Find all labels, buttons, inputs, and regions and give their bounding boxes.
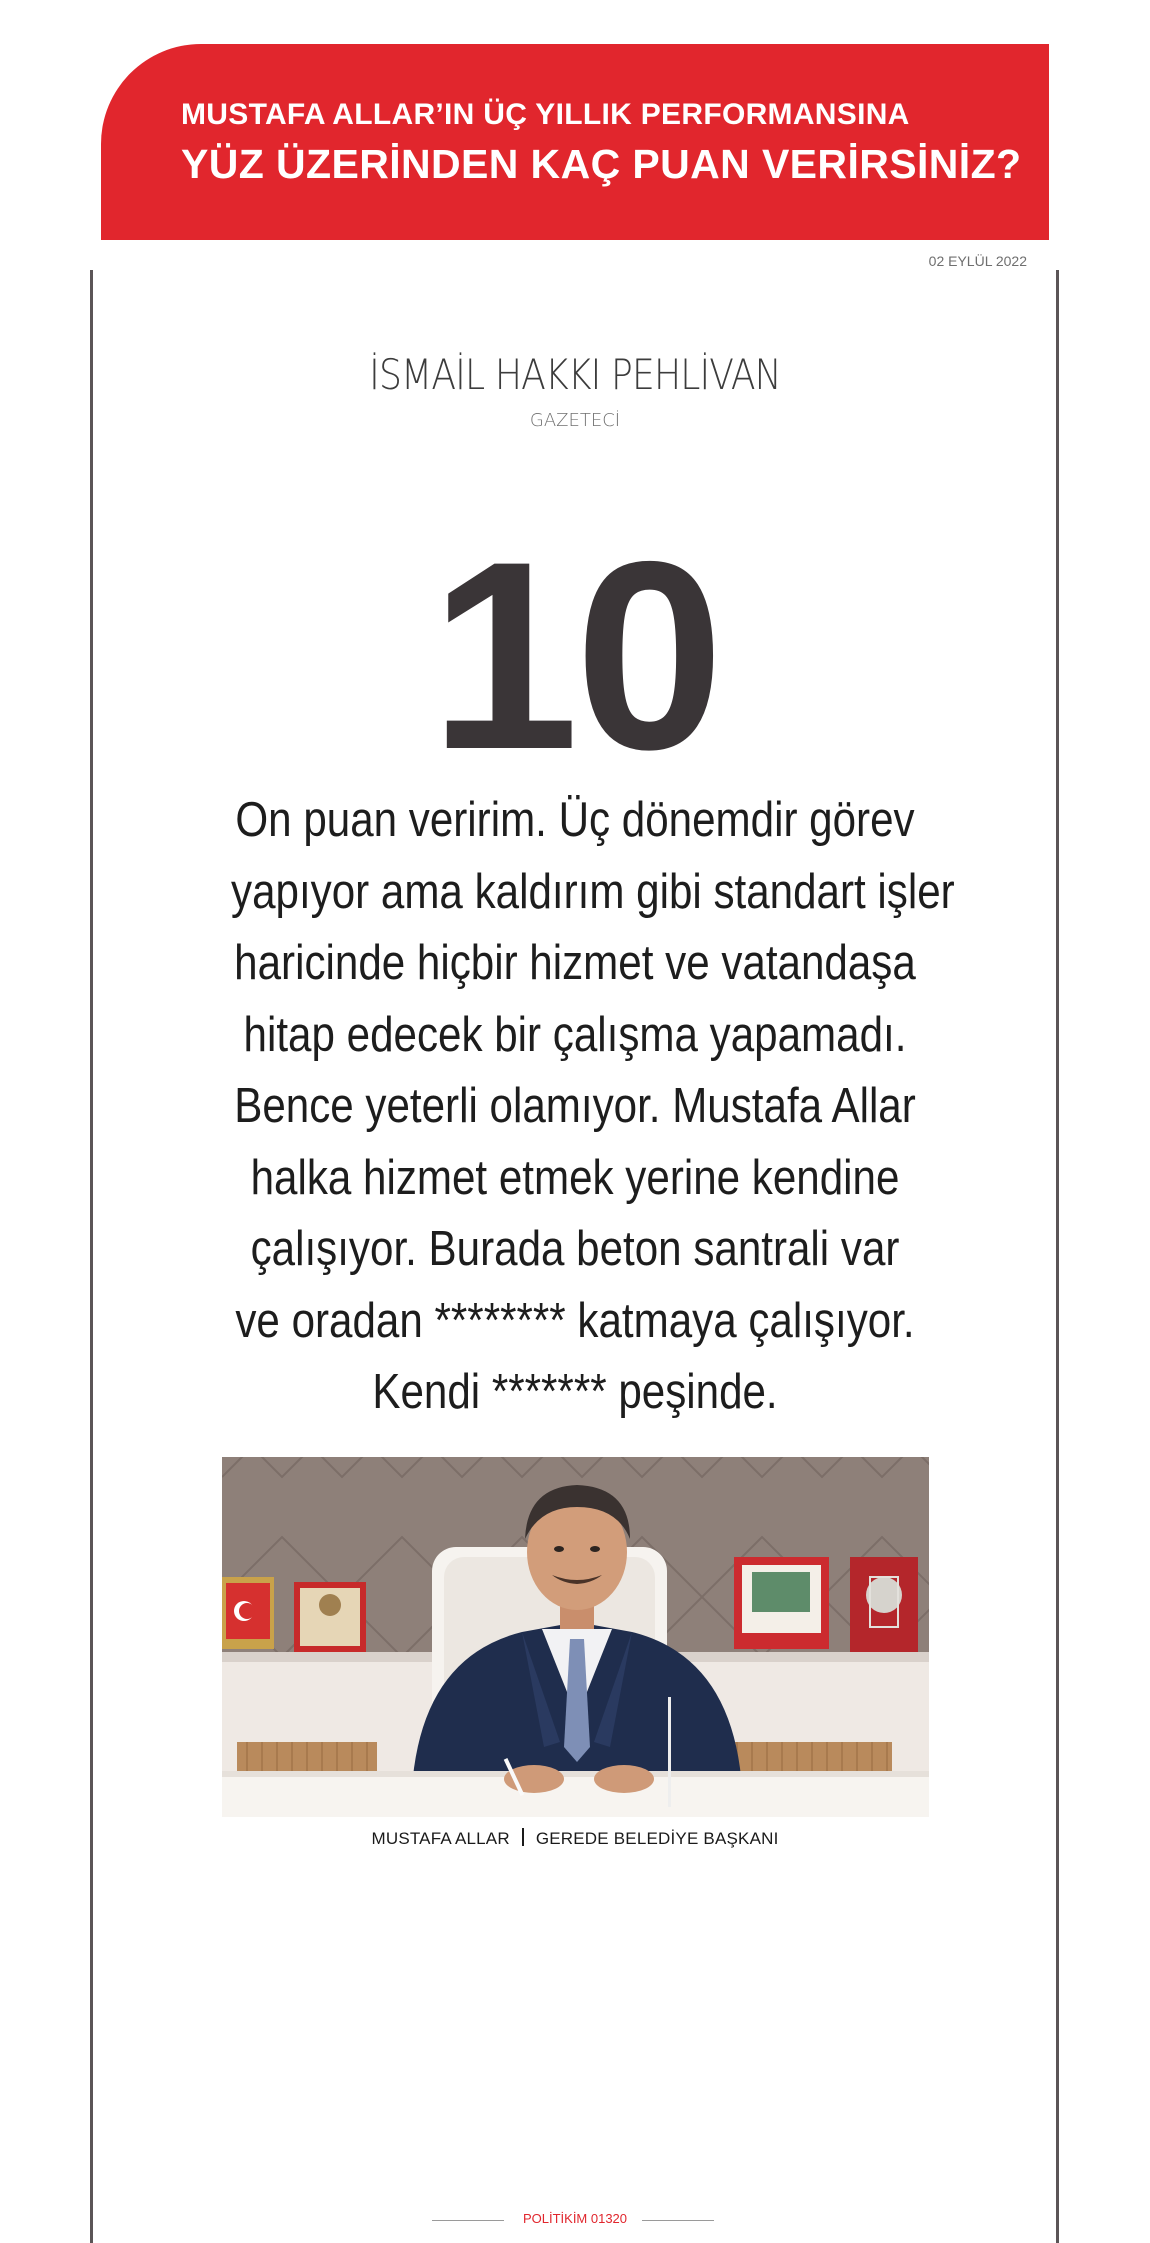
quote-line: hitap edecek bir çalışma yapamadı. — [243, 1007, 907, 1062]
headline-line-1: MUSTAFA ALLAR’IN ÜÇ YILLIK PERFORMANSINA — [181, 98, 910, 131]
quote-line: On puan veririm. Üç dönemdir görev — [235, 793, 915, 847]
quote-line: Bence yeterli olamıyor. Mustafa Allar — [234, 1079, 916, 1133]
caption-title: GEREDE BELEDİYE BAŞKANI — [535, 1829, 779, 1848]
quote-line: yapıyor ama kaldırım gibi standart işler — [231, 864, 955, 919]
quote-line: haricinde hiçbir hizmet ve vatandaşa — [234, 936, 916, 990]
publish-date: 02 EYLÜL 2022 — [928, 253, 1027, 269]
quote-line: halka hizmet etmek yerine kendine — [250, 1150, 900, 1205]
author-name: İSMAİL HAKKI PEHLİVAN — [369, 350, 781, 399]
headline-line-2: YÜZ ÜZERİNDEN KAÇ PUAN VERİRSİNİZ? — [181, 141, 1022, 187]
mayor-photo — [222, 1457, 929, 1817]
caption-name: MUSTAFA ALLAR — [371, 1829, 510, 1848]
score-number: 10 — [429, 505, 721, 805]
author-role: GAZETECİ — [529, 410, 621, 431]
headline-banner — [101, 44, 1049, 240]
caption-separator — [522, 1828, 524, 1846]
quote-text — [231, 785, 955, 1429]
footer-label: POLİTİKİM 01320 — [522, 2211, 628, 2226]
quote-line: ve oradan ******** katmaya çalışıyor. — [235, 1293, 915, 1348]
quote-line: çalışıyor. Burada beton santrali var — [250, 1222, 900, 1276]
photo-caption — [0, 1828, 1150, 1849]
quote-line: Kendi ******* peşinde. — [372, 1365, 778, 1419]
